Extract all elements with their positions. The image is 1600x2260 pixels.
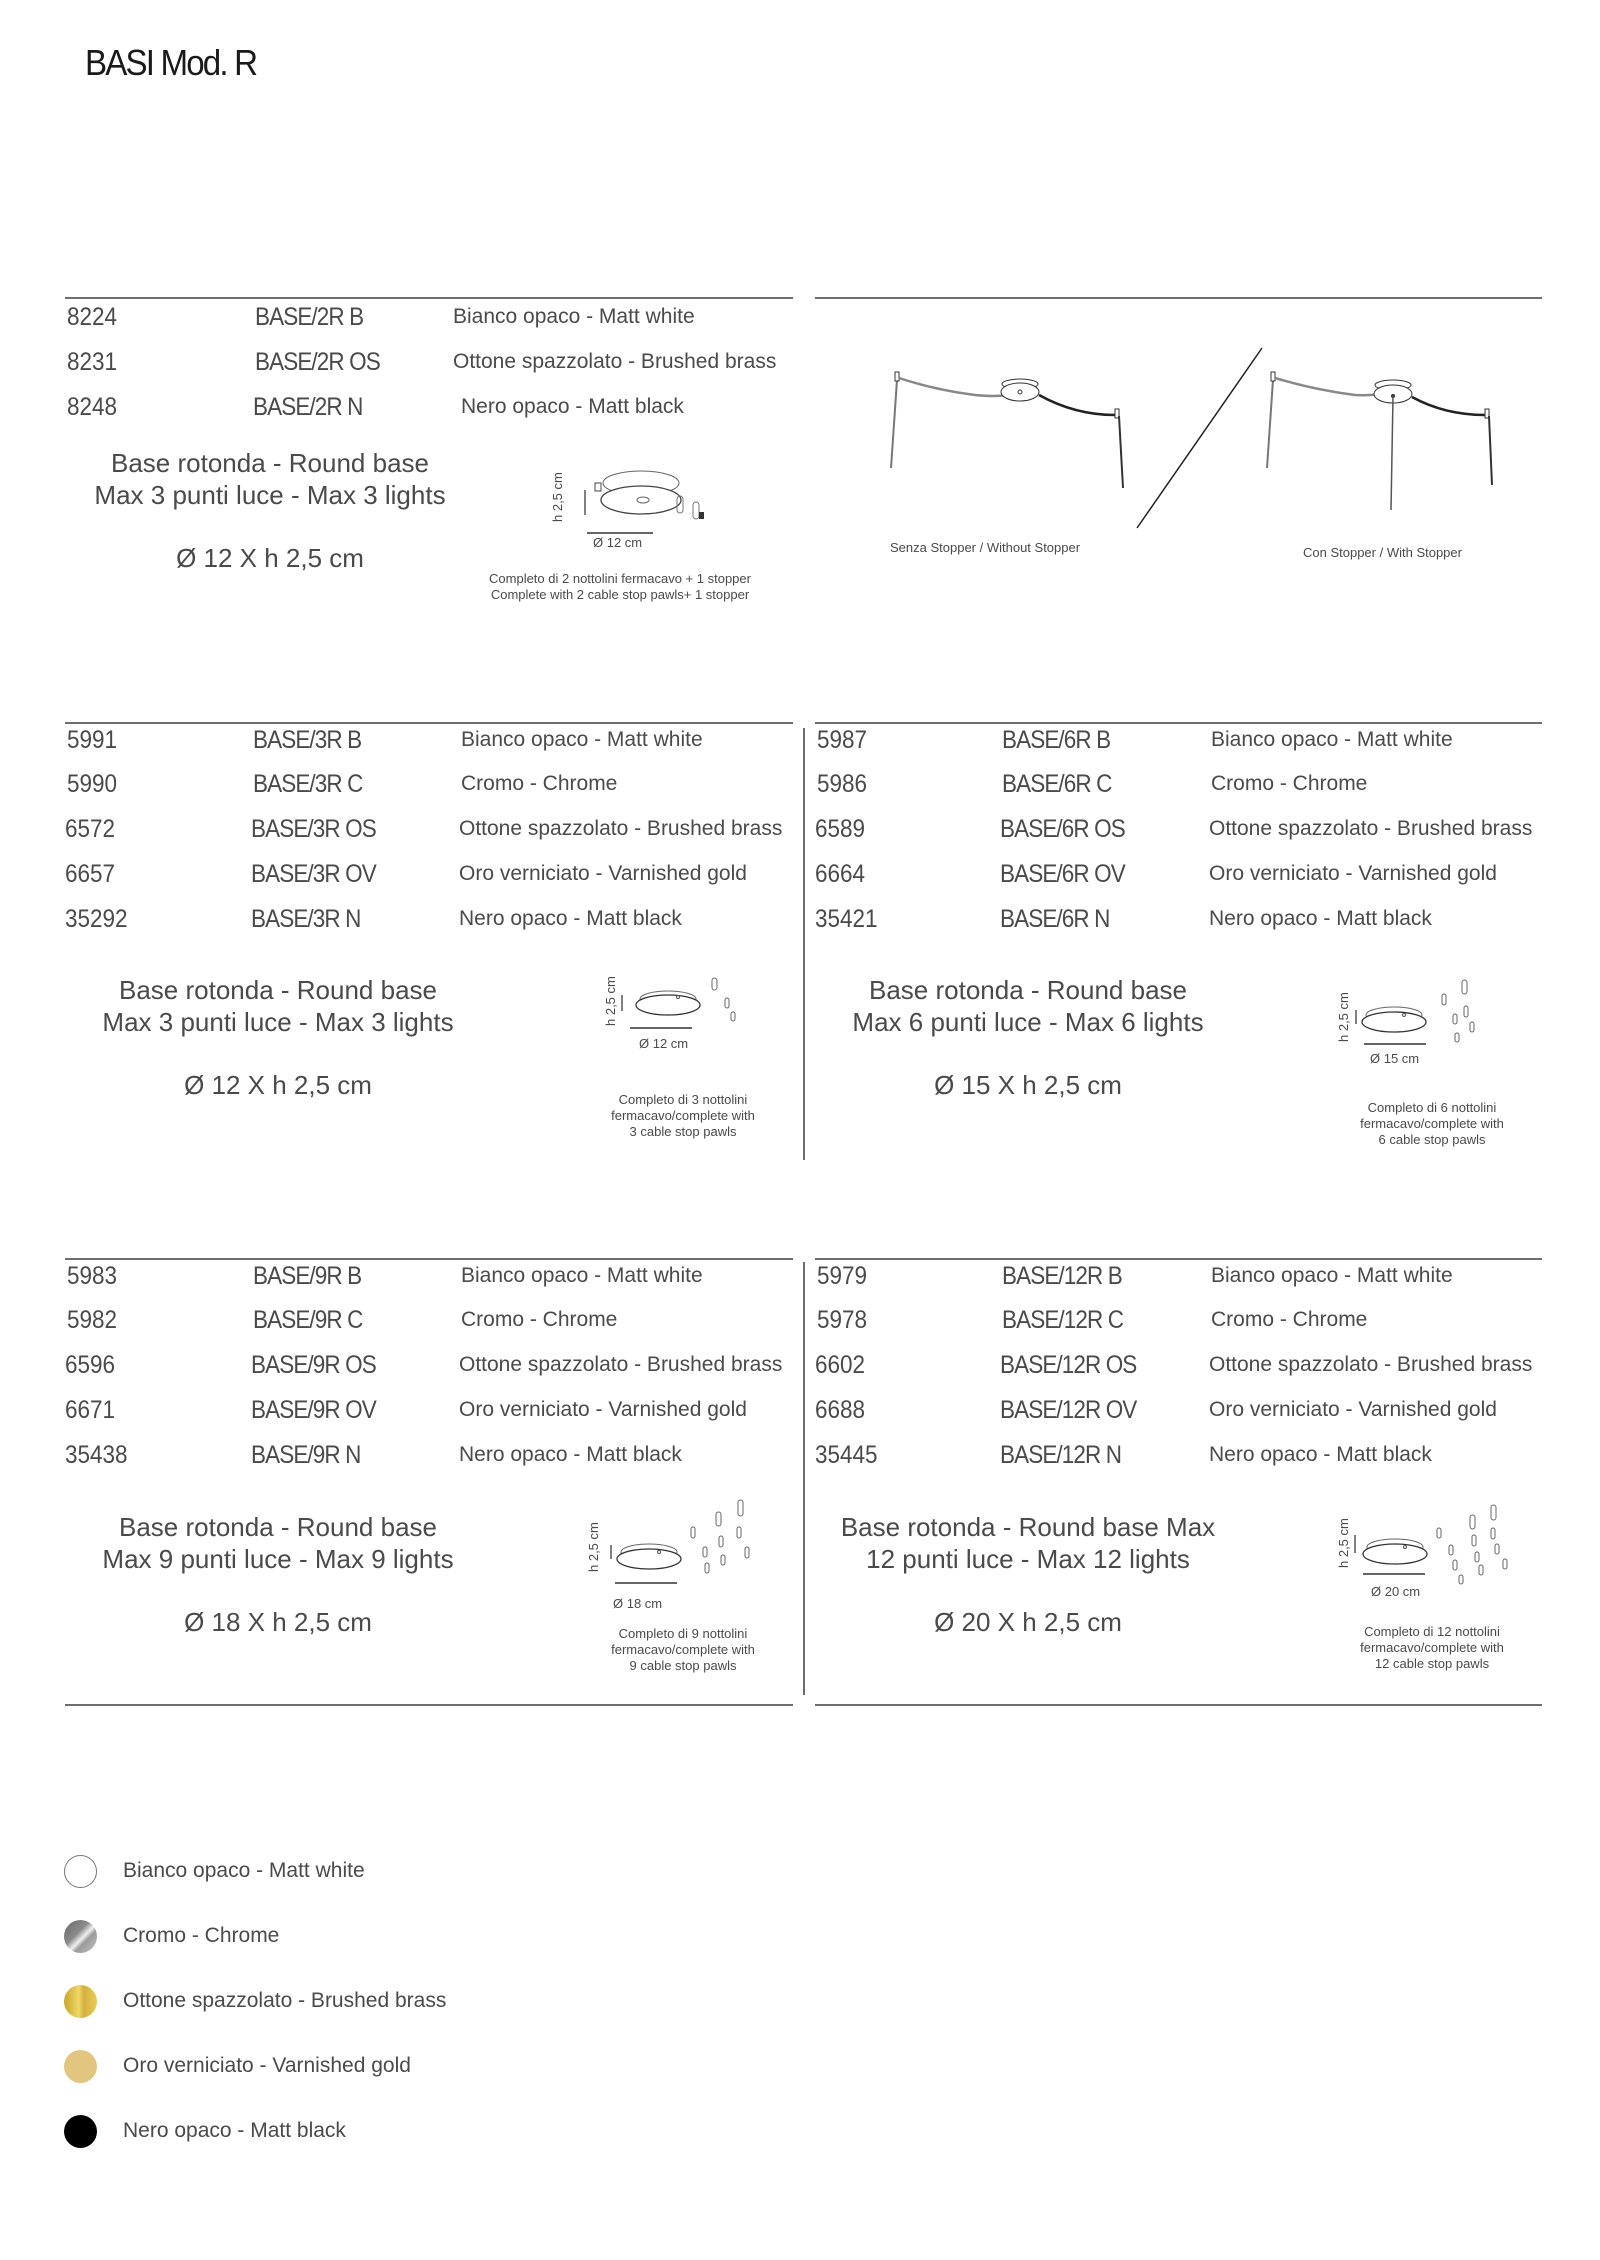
product-finish: Cromo - Chrome — [1211, 772, 1368, 795]
product-code: 35438 — [65, 1441, 128, 1469]
legend-label: Ottone spazzolato - Brushed brass — [123, 1989, 447, 2012]
product-finish: Ottone spazzolato - Brushed brass — [1209, 817, 1533, 840]
legend-label: Nero opaco - Matt black — [123, 2119, 346, 2142]
base-type: Base rotonda - Round base Max — [840, 1512, 1216, 1542]
product-code: 5978 — [817, 1306, 868, 1334]
base-description — [818, 974, 1238, 1038]
base-diagram-12r-icon — [1335, 1495, 1535, 1595]
diagram-height-label: h 2,5 cm — [1336, 1518, 1351, 1568]
product-ref: BASE/9R N — [251, 1441, 361, 1469]
note-line: Completo di 12 nottolini — [1364, 1624, 1500, 1639]
note-line: Complete with 2 cable stop pawls+ 1 stopper — [490, 587, 750, 602]
matt-black-swatch-icon — [64, 2115, 97, 2148]
product-finish: Bianco opaco - Matt white — [461, 1264, 703, 1287]
base-dimensions: Ø 15 X h 2,5 cm — [934, 1070, 1122, 1100]
base-type: Base rotonda - Round base — [869, 975, 1187, 1005]
legend-item-chrome — [64, 1918, 279, 1954]
included-parts-note — [470, 571, 770, 603]
base-dimensions: Ø 12 X h 2,5 cm — [184, 1070, 372, 1100]
diagram-diameter-label: Ø 12 cm — [639, 1036, 689, 1051]
base-type: Base rotonda - Round base — [119, 975, 437, 1005]
product-code: 6602 — [815, 1351, 866, 1379]
product-code: 5979 — [817, 1262, 868, 1290]
product-code: 6589 — [815, 815, 866, 843]
product-ref: BASE/12R OV — [1000, 1396, 1137, 1424]
varnished-gold-swatch-icon — [64, 2050, 97, 2083]
note-line: 9 cable stop pawls — [629, 1658, 737, 1673]
base-diagram-2r-icon — [545, 460, 745, 580]
base-type: Base rotonda - Round base — [119, 1512, 437, 1542]
diagram-diameter-label: Ø 18 cm — [613, 1596, 663, 1611]
diagram-diameter-label: Ø 12 cm — [593, 535, 643, 550]
product-finish: Ottone spazzolato - Brushed brass — [1209, 1353, 1533, 1376]
legend-label: Oro verniciato - Varnished gold — [123, 2054, 411, 2077]
base-description — [68, 974, 488, 1038]
product-ref: BASE/6R N — [1000, 905, 1110, 933]
note-line: fermacavo/complete with — [1360, 1116, 1504, 1131]
legend-label: Cromo - Chrome — [123, 1924, 280, 1947]
product-code: 35445 — [815, 1441, 878, 1469]
page-title: BASI Mod. R — [85, 42, 257, 83]
product-code: 35421 — [815, 905, 878, 933]
product-ref: BASE/2R OS — [255, 348, 380, 376]
diagram-height-label: h 2,5 cm — [586, 1522, 601, 1572]
product-code: 5983 — [67, 1262, 118, 1290]
base-dimensions: Ø 18 X h 2,5 cm — [184, 1607, 372, 1637]
note-line: 6 cable stop pawls — [1378, 1132, 1486, 1147]
diagram-height-label: h 2,5 cm — [1336, 992, 1351, 1042]
product-code: 5987 — [817, 726, 868, 754]
base-type: Base rotonda - Round base — [111, 448, 429, 478]
product-code: 5986 — [817, 770, 868, 798]
product-finish: Bianco opaco - Matt white — [453, 305, 695, 328]
note-line: Completo di 9 nottolini — [618, 1626, 748, 1641]
product-finish: Ottone spazzolato - Brushed brass — [459, 817, 783, 840]
product-finish: Cromo - Chrome — [461, 1308, 618, 1331]
product-code: 6671 — [65, 1396, 116, 1424]
without-stopper-drawing — [891, 372, 1123, 488]
product-code: 6596 — [65, 1351, 116, 1379]
product-code: 5990 — [67, 770, 118, 798]
product-finish: Bianco opaco - Matt white — [1211, 1264, 1453, 1287]
product-ref: BASE/9R OS — [251, 1351, 376, 1379]
brushed-brass-swatch-icon — [64, 1985, 97, 2018]
product-finish: Ottone spazzolato - Brushed brass — [459, 1353, 783, 1376]
divider-block-2r — [65, 297, 793, 299]
column-divider — [803, 728, 805, 1160]
product-code: 6664 — [815, 860, 866, 888]
base-diagram-6r-icon — [1340, 970, 1520, 1070]
base-description — [818, 1511, 1238, 1575]
note-line: fermacavo/complete with — [611, 1642, 755, 1657]
divider-block-12r — [815, 1258, 1542, 1260]
product-ref: BASE/6R OV — [1000, 860, 1125, 888]
product-finish: Nero opaco - Matt black — [459, 907, 682, 930]
diagram-diameter-label: Ø 15 cm — [1370, 1051, 1420, 1066]
matt-white-swatch-icon — [64, 1855, 97, 1888]
base-dimensions: Ø 20 X h 2,5 cm — [934, 1607, 1122, 1637]
product-code: 5982 — [67, 1306, 118, 1334]
diagram-diameter-label: Ø 20 cm — [1371, 1584, 1421, 1599]
divider-stopper — [815, 297, 1542, 299]
product-ref: BASE/3R OV — [251, 860, 376, 888]
product-finish: Oro verniciato - Varnished gold — [459, 1398, 747, 1421]
product-finish: Oro verniciato - Varnished gold — [1209, 862, 1497, 885]
legend-label: Bianco opaco - Matt white — [123, 1859, 365, 1882]
separator-slash — [1137, 348, 1262, 528]
product-ref: BASE/12R OS — [1000, 1351, 1137, 1379]
product-ref: BASE/9R B — [253, 1262, 362, 1290]
product-ref: BASE/3R B — [253, 726, 362, 754]
diagram-height-label: h 2,5 cm — [550, 472, 565, 522]
note-line: Completo di 3 nottolini — [618, 1092, 748, 1107]
column-divider — [803, 1262, 805, 1695]
product-ref: BASE/6R C — [1002, 770, 1112, 798]
divider-block-9r — [65, 1258, 793, 1260]
max-lights: Max 3 punti luce - Max 3 lights — [94, 480, 446, 510]
product-code: 8248 — [67, 393, 118, 421]
with-stopper-drawing — [1267, 372, 1492, 510]
product-ref: BASE/12R C — [1002, 1306, 1124, 1334]
note-line: Completo di 6 nottolini — [1367, 1100, 1497, 1115]
product-finish: Bianco opaco - Matt white — [1211, 728, 1453, 751]
base-dimensions: Ø 12 X h 2,5 cm — [176, 543, 364, 573]
base-description — [60, 447, 480, 511]
max-lights: Max 3 punti luce - Max 3 lights — [102, 1007, 454, 1037]
product-finish: Bianco opaco - Matt white — [461, 728, 703, 751]
chrome-swatch-icon — [64, 1920, 97, 1953]
base-diagram-9r-icon — [585, 1495, 785, 1595]
product-finish: Oro verniciato - Varnished gold — [459, 862, 747, 885]
product-code: 8224 — [67, 303, 118, 331]
product-finish: Cromo - Chrome — [461, 772, 618, 795]
included-parts-note — [583, 1626, 783, 1674]
without-stopper-label: Senza Stopper / Without Stopper — [890, 540, 1081, 555]
max-lights: Max 6 punti luce - Max 6 lights — [852, 1007, 1204, 1037]
included-parts-note — [1332, 1100, 1532, 1148]
max-lights: 12 punti luce - Max 12 lights — [866, 1544, 1190, 1574]
product-ref: BASE/12R B — [1002, 1262, 1122, 1290]
product-code: 6657 — [65, 860, 116, 888]
product-ref: BASE/3R N — [251, 905, 361, 933]
legend-item-matt-black — [64, 2113, 346, 2149]
product-code: 6572 — [65, 815, 116, 843]
included-parts-note — [1332, 1624, 1532, 1672]
product-code: 8231 — [67, 348, 118, 376]
product-ref: BASE/2R N — [253, 393, 363, 421]
product-finish: Cromo - Chrome — [1211, 1308, 1368, 1331]
included-parts-note — [583, 1092, 783, 1140]
product-finish: Oro verniciato - Varnished gold — [1209, 1398, 1497, 1421]
note-line: fermacavo/complete with — [611, 1108, 755, 1123]
product-code: 35292 — [65, 905, 128, 933]
product-code: 5991 — [67, 726, 118, 754]
product-ref: BASE/3R OS — [251, 815, 376, 843]
with-stopper-label: Con Stopper / With Stopper — [1303, 545, 1462, 560]
divider-block-3r — [65, 722, 793, 724]
product-finish: Ottone spazzolato - Brushed brass — [453, 350, 777, 373]
legend-item-matt-white — [64, 1853, 365, 1889]
note-line: Completo di 2 nottolini fermacavo + 1 stopper — [489, 571, 751, 586]
note-line: fermacavo/complete with — [1360, 1640, 1504, 1655]
product-ref: BASE/12R N — [1000, 1441, 1122, 1469]
product-finish: Nero opaco - Matt black — [459, 1443, 682, 1466]
legend-item-varnished-gold — [64, 2048, 411, 2084]
product-finish: Nero opaco - Matt black — [1209, 1443, 1432, 1466]
product-ref: BASE/6R B — [1002, 726, 1111, 754]
note-line: 12 cable stop pawls — [1374, 1656, 1490, 1671]
legend-item-brushed-brass — [64, 1983, 446, 2019]
product-ref: BASE/9R OV — [251, 1396, 376, 1424]
base-description — [68, 1511, 488, 1575]
product-finish: Nero opaco - Matt black — [1209, 907, 1432, 930]
product-ref: BASE/3R C — [253, 770, 363, 798]
product-ref: BASE/2R B — [255, 303, 364, 331]
diagram-height-label: h 2,5 cm — [603, 976, 618, 1026]
product-ref: BASE/6R OS — [1000, 815, 1125, 843]
divider-bottom-right — [815, 1704, 1542, 1706]
max-lights: Max 9 punti luce - Max 9 lights — [102, 1544, 454, 1574]
divider-block-6r — [815, 722, 1542, 724]
product-finish: Nero opaco - Matt black — [461, 395, 684, 418]
stopper-comparison-illustration — [815, 340, 1545, 570]
note-line: 3 cable stop pawls — [629, 1124, 737, 1139]
product-ref: BASE/9R C — [253, 1306, 363, 1334]
divider-bottom-left — [65, 1704, 793, 1706]
product-code: 6688 — [815, 1396, 866, 1424]
